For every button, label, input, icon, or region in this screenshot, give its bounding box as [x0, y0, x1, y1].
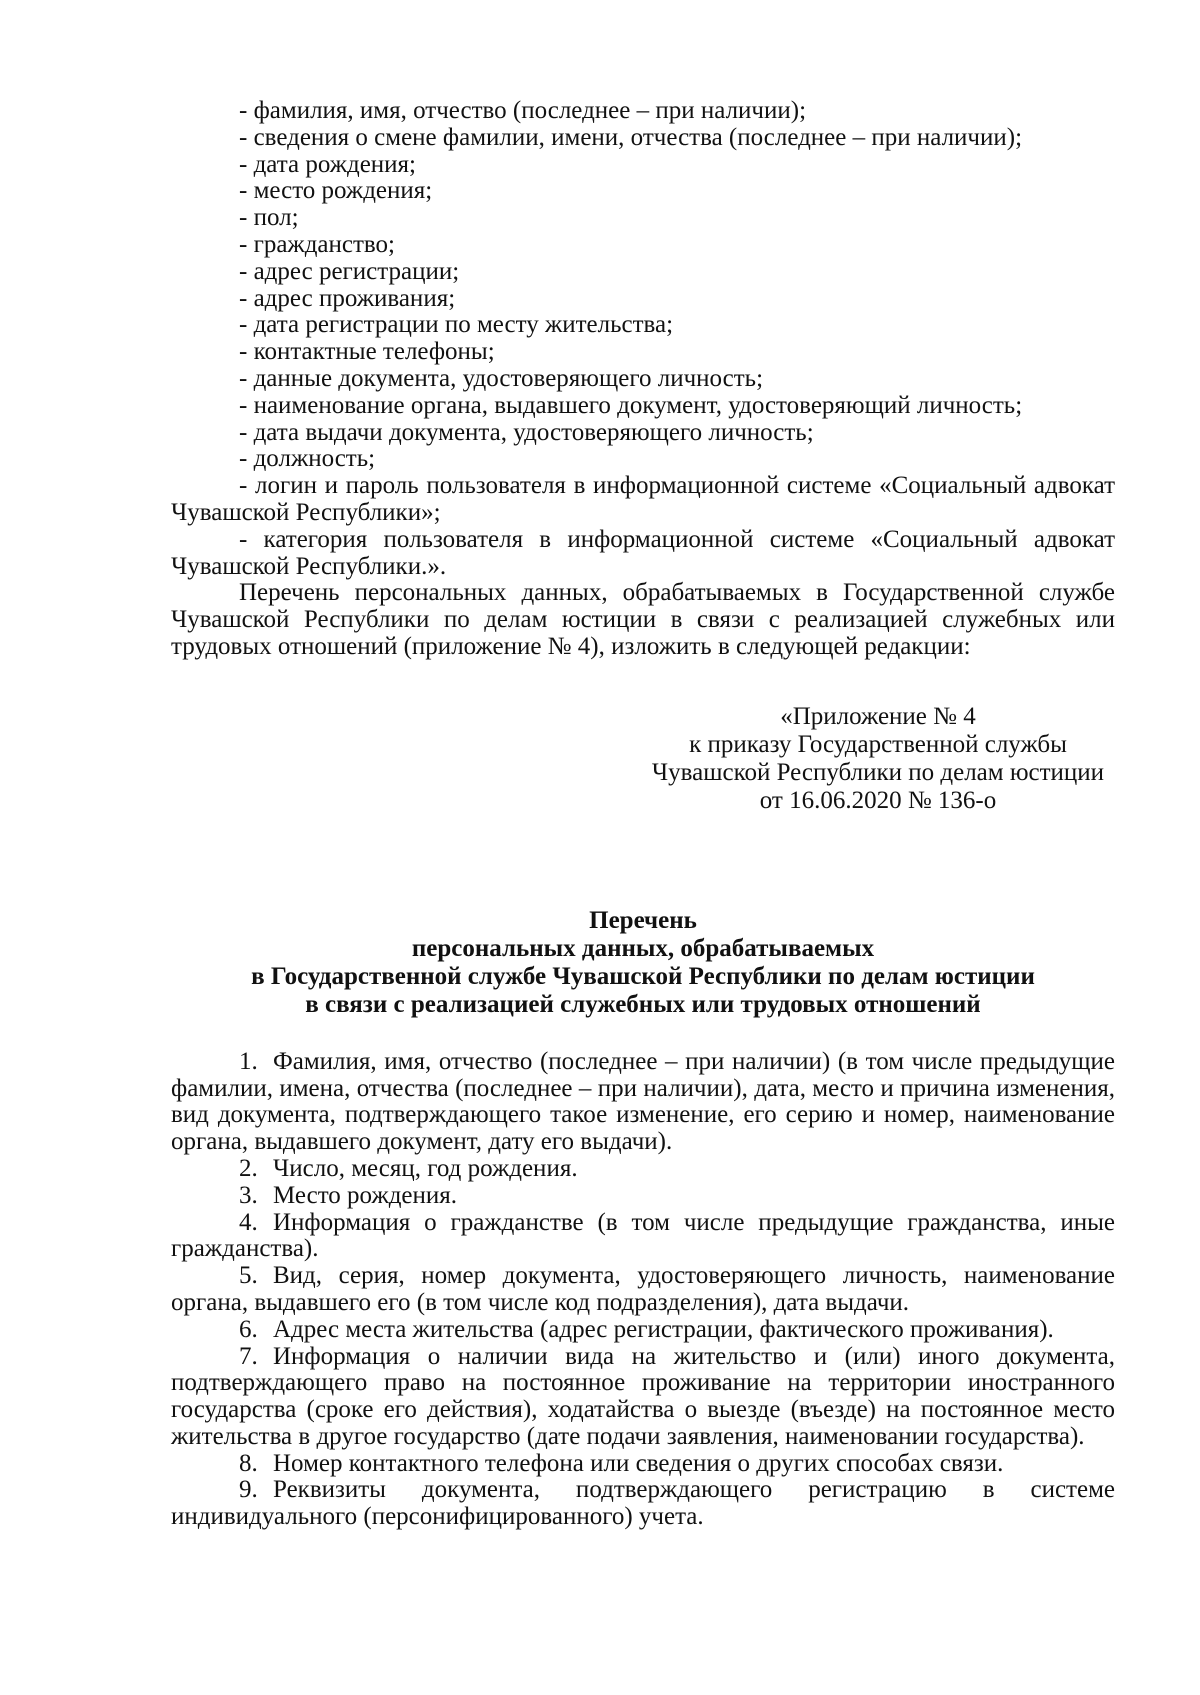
- numbered-item: [171, 1210, 1115, 1264]
- data-list: [171, 98, 1115, 473]
- list-item: - адрес проживания;: [239, 284, 456, 312]
- item-text: Место рождения.: [273, 1181, 458, 1209]
- list-item: - контактные телефоны;: [239, 338, 495, 366]
- title-line: Перечень: [589, 906, 697, 934]
- list-item: - дата выдачи документа, удостоверяющего личность;: [239, 418, 814, 446]
- appendix-line: от 16.06.2020 № 136-о: [759, 786, 997, 814]
- list-item: - фамилия, имя, отчество (последнее – при наличии);: [239, 97, 807, 124]
- appendix-line: Чувашской Республики по делам юстиции: [651, 758, 1105, 786]
- item-text: Номер контактного телефона или сведения о других способах связи.: [273, 1449, 1004, 1477]
- title-line: персональных данных, обрабатываемых: [411, 934, 875, 962]
- item-number: 6.: [239, 1315, 258, 1343]
- list-item: - место рождения;: [239, 177, 433, 205]
- item-text: Реквизиты документа, подтверждающего регистрацию в системе индивидуального (персонифицированного) учета.: [171, 1476, 1115, 1531]
- list-item: - данные документа, удостоверяющего личность;: [239, 364, 764, 392]
- numbered-item: [171, 1477, 1115, 1531]
- item-number: 2.: [239, 1154, 258, 1182]
- numbered-item: [171, 1183, 1115, 1210]
- item-number: 3.: [239, 1181, 258, 1209]
- numbered-item: [171, 1156, 1115, 1183]
- list-item: - дата регистрации по месту жительства;: [239, 311, 674, 339]
- item-number: 9.: [239, 1476, 258, 1504]
- list-item: - адрес регистрации;: [239, 257, 460, 285]
- item-number: 7.: [239, 1342, 258, 1370]
- list-item: - сведения о смене фамилии, имени, отчества (последнее – при наличии);: [239, 123, 1023, 151]
- appendix-line: «Приложение № 4: [780, 702, 976, 730]
- document-body: [171, 98, 1115, 1531]
- list-item: - пол;: [239, 204, 299, 232]
- appendix-header: [641, 703, 1115, 815]
- item-text: Число, месяц, год рождения.: [273, 1154, 578, 1182]
- paragraph-category: - категория пользователя в информационной системе «Социальный адвокат Чувашской Республики.».: [171, 525, 1115, 580]
- numbered-list: [171, 1049, 1115, 1531]
- paragraph-login: - логин и пароль пользователя в информационной системе «Социальный адвокат Чувашской Республики»;: [171, 472, 1115, 526]
- list-item: - дата рождения;: [239, 150, 416, 178]
- list-item: - должность;: [239, 445, 376, 473]
- item-number: 4.: [239, 1208, 258, 1236]
- numbered-item: [171, 1344, 1115, 1451]
- numbered-item: [171, 1317, 1115, 1344]
- item-text: Информация о наличии вида на жительство и (или) иного документа, подтверждающего право на постоянное проживание на территории иностранного государства (сроке его действия), ходатайства о выезде (въезде) на постоянное место жительства в другое государство (дате подачи заявления, наименовании государства).: [171, 1342, 1115, 1450]
- item-text: Информация о гражданстве (в том числе предыдущие гражданства, иные гражданства).: [171, 1208, 1115, 1263]
- numbered-item: [171, 1451, 1115, 1478]
- item-number: 8.: [239, 1449, 258, 1477]
- item-text: Адрес места жительства (адрес регистрации, фактического проживания).: [273, 1315, 1054, 1343]
- item-number: 1.: [239, 1047, 258, 1075]
- title-line: в Государственной службе Чувашской Республики по делам юстиции: [251, 962, 1035, 990]
- document-title: [171, 907, 1115, 1019]
- list-item: - наименование органа, выдавшего документ, удостоверяющий личность;: [239, 391, 1023, 419]
- appendix-line: к приказу Государственной службы: [689, 730, 1067, 758]
- title-line: в связи с реализацией служебных или трудовых отношений: [305, 990, 981, 1018]
- paragraph-perechen: Перечень персональных данных, обрабатываемых в Государственной службе Чувашской Республики по делам юстиции в связи с реализацией служебных или трудовых отношений (приложение № 4), изложить в следующей редакции:: [171, 579, 1115, 660]
- item-text: Фамилия, имя, отчество (последнее – при наличии) (в том числе предыдущие фамилии, имена, отчества (последнее – при наличии), дата, место и причина изменения, вид документа, подтверждающего такое изменение, его серию и номер, наименование органа, выдавшего документ, дату его выдачи).: [171, 1047, 1115, 1156]
- numbered-item: [171, 1263, 1115, 1317]
- item-text: Вид, серия, номер документа, удостоверяющего личность, наименование органа, выдавшего его (в том числе код подразделения), дата выдачи.: [171, 1262, 1115, 1316]
- item-number: 5.: [239, 1262, 258, 1290]
- list-item: - гражданство;: [239, 230, 395, 258]
- numbered-item: [171, 1049, 1115, 1156]
